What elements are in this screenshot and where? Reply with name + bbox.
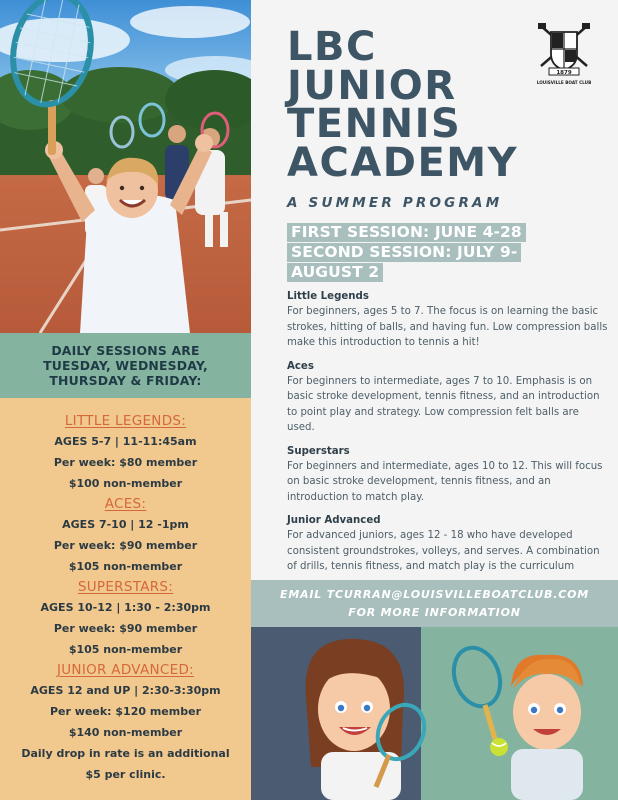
program-junior-advanced [0,660,251,743]
club-crest-icon [537,22,591,88]
level-description: For advanced juniors, ages 12 - 18 who have developed consistent groundstrokes, volleys, and serves. A combination of drills, tennis fitness, and match play is the curriculum [287,530,600,572]
level-name: Junior Advanced [287,515,381,526]
title-line: TENNIS [287,101,462,147]
program-member-price: Per week: $120 member [50,705,201,718]
program-member-price: Per week: $90 member [53,539,198,552]
program-ages-time: AGES 12 and UP | 2:30-3:30pm [30,684,221,697]
level-description: For beginners and intermediate, ages 10 to 12. This will focus on basic stroke development, tennis fitness, and an introduction to match play. [287,460,603,503]
session-dates [287,222,587,282]
program-nonmember-price: $105 non-member [68,643,183,656]
session-line: FIRST SESSION: JUNE 4-28 [287,223,526,242]
program-aces [0,494,251,577]
drop-in-rate-line-2: $5 per clinic. [85,768,166,781]
level-descriptions [287,289,609,583]
program-name: ACES: [104,496,147,512]
subtitle: A SUMMER PROGRAM [287,195,503,211]
right-column [251,0,618,800]
daily-sessions-banner [0,333,251,398]
level-name: Little Legends [287,291,369,302]
program-member-price: Per week: $80 member [53,456,198,469]
program-nonmember-price: $105 non-member [68,560,183,573]
program-nonmember-price: $100 non-member [68,477,183,490]
program-name: LITTLE LEGENDS: [64,413,187,429]
program-name: SUPERSTARS: [77,579,174,595]
kids-illustration [251,627,618,800]
daily-sessions-text: DAILY SESSIONS ARE TUESDAY, WEDNESDAY, THURSDAY & FRIDAY: [43,343,208,388]
level-little-legends [287,289,609,351]
level-description: For beginners, ages 5 to 7. The focus is on learning the basic strokes, hitting of balls, and having fun. Low compression balls make this introduction to tennis a hit! [287,306,608,348]
program-member-price: Per week: $90 member [53,622,198,635]
program-ages-time: AGES 5-7 | 11-11:45am [54,435,197,448]
hero-photo-boy-with-racket [0,0,251,333]
program-name: JUNIOR ADVANCED: [56,662,195,678]
pricing-panel [0,398,251,800]
program-superstars [0,577,251,660]
contact-banner [251,580,618,627]
title-line: LBC [287,24,377,70]
program-ages-time: AGES 7-10 | 12 -1pm [62,518,189,531]
level-description: For beginners to intermediate, ages 7 to 10. Emphasis is on basic stroke development, tennis fitness, and an introduction to point play and strategy. Low compression felt balls are used. [287,375,600,433]
session-line: SECOND SESSION: JULY 9- [287,243,521,262]
title-line: ACADEMY [287,139,519,186]
email-more-info: FOR MORE INFORMATION [348,606,521,619]
program-ages-time: AGES 10-12 | 1:30 - 2:30pm [40,601,211,614]
level-name: Superstars [287,445,350,457]
level-aces [287,359,609,436]
email-contact[interactable]: EMAIL TCURRAN@LOUISVILLEBOATCLUB.COM [280,588,589,601]
session-line: AUGUST 2 [287,263,383,282]
level-junior-advanced [287,513,609,575]
left-column [0,0,251,800]
crest-name: LOUISVILLE BOAT CLUB [537,80,591,85]
title-line: JUNIOR [287,62,457,109]
program-nonmember-price: $140 non-member [68,726,183,739]
page-title [287,24,519,186]
crest-year: 1879 [556,70,572,76]
drop-in-rate-line-1: Daily drop in rate is an additional [21,747,230,760]
level-superstars [287,444,609,506]
program-little-legends [0,411,251,494]
level-name: Aces [287,360,314,372]
